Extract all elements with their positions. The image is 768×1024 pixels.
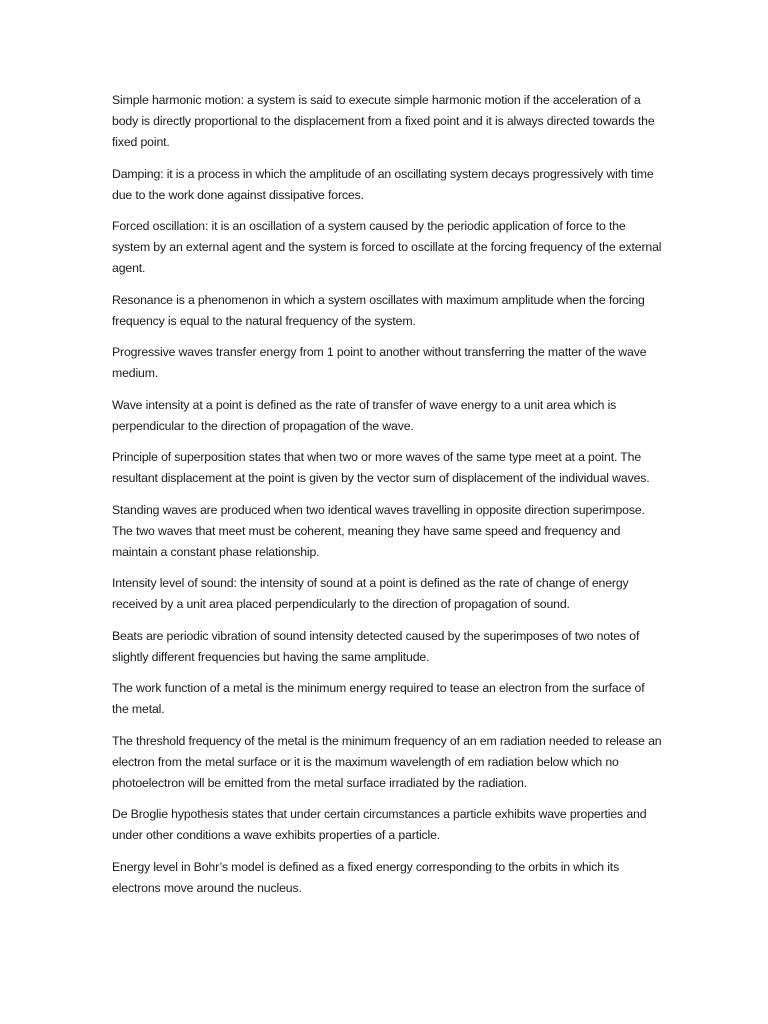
paragraph-de-broglie-hypothesis: De Broglie hypothesis states that under certain circumstances a particle exhibits wave properties and under other conditions a wave exhibits properties of a particle.: [112, 807, 647, 842]
paragraph-superposition: Principle of superposition states that when two or more waves of the same type meet at a point. The resultant displacement at the point is given by the vector sum of displacement of the individual waves.: [112, 450, 650, 485]
paragraph-intensity-level-of-sound: Intensity level of sound: the intensity of sound at a point is defined as the rate of change of energy received by a unit area placed perpendicularly to the direction of propagation of sound.: [112, 576, 629, 611]
paragraph-energy-level-bohr: Energy level in Bohr’s model is defined as a fixed energy corresponding to the orbits in which its electrons move around the nucleus.: [112, 859, 620, 895]
paragraph-resonance: Resonance is a phenomenon in which a system oscillates with maximum amplitude when the forcing frequency is equal to the natural frequency of the system.: [112, 292, 645, 328]
document-body: [112, 90, 664, 909]
paragraph-standing-waves: Standing waves are produced when two identical waves travelling in opposite direction superimpose. The two waves that meet must be coherent, meaning they have same speed and frequency and maintain a constant phase relationship.: [112, 502, 645, 559]
paragraph-work-function: The work function of a metal is the minimum energy required to tease an electron from the surface of the metal.: [112, 681, 645, 716]
paragraph-damping: Damping: it is a process in which the amplitude of an oscillating system decays progressively with time due to the work done against dissipative forces.: [112, 166, 654, 202]
paragraph-beats: Beats are periodic vibration of sound intensity detected caused by the superimposes of two notes of slightly different frequencies but having the same amplitude.: [112, 628, 640, 664]
paragraph-wave-intensity: Wave intensity at a point is defined as the rate of transfer of wave energy to a unit area which is perpendicular to the direction of propagation of the wave.: [112, 397, 617, 433]
paragraph-progressive-waves: Progressive waves transfer energy from 1 point to another without transferring the matter of the wave medium.: [112, 345, 647, 380]
paragraph-threshold-frequency: The threshold frequency of the metal is the minimum frequency of an em radiation needed to release an electron from the metal surface or it is the maximum wavelength of em radiation below which no photoelectron will be emitted from the metal surface irradiated by the radiation.: [112, 733, 662, 790]
paragraph-simple-harmonic-motion: Simple harmonic motion: a system is said to execute simple harmonic motion if the acceleration of a body is directly proportional to the displacement from a fixed point and it is always directed towards the fixed point.: [112, 93, 655, 149]
paragraph-forced-oscillation: Forced oscillation: it is an oscillation of a system caused by the periodic application of force to the system by an external agent and the system is forced to oscillate at the forcing frequency of the external agent.: [112, 219, 662, 275]
